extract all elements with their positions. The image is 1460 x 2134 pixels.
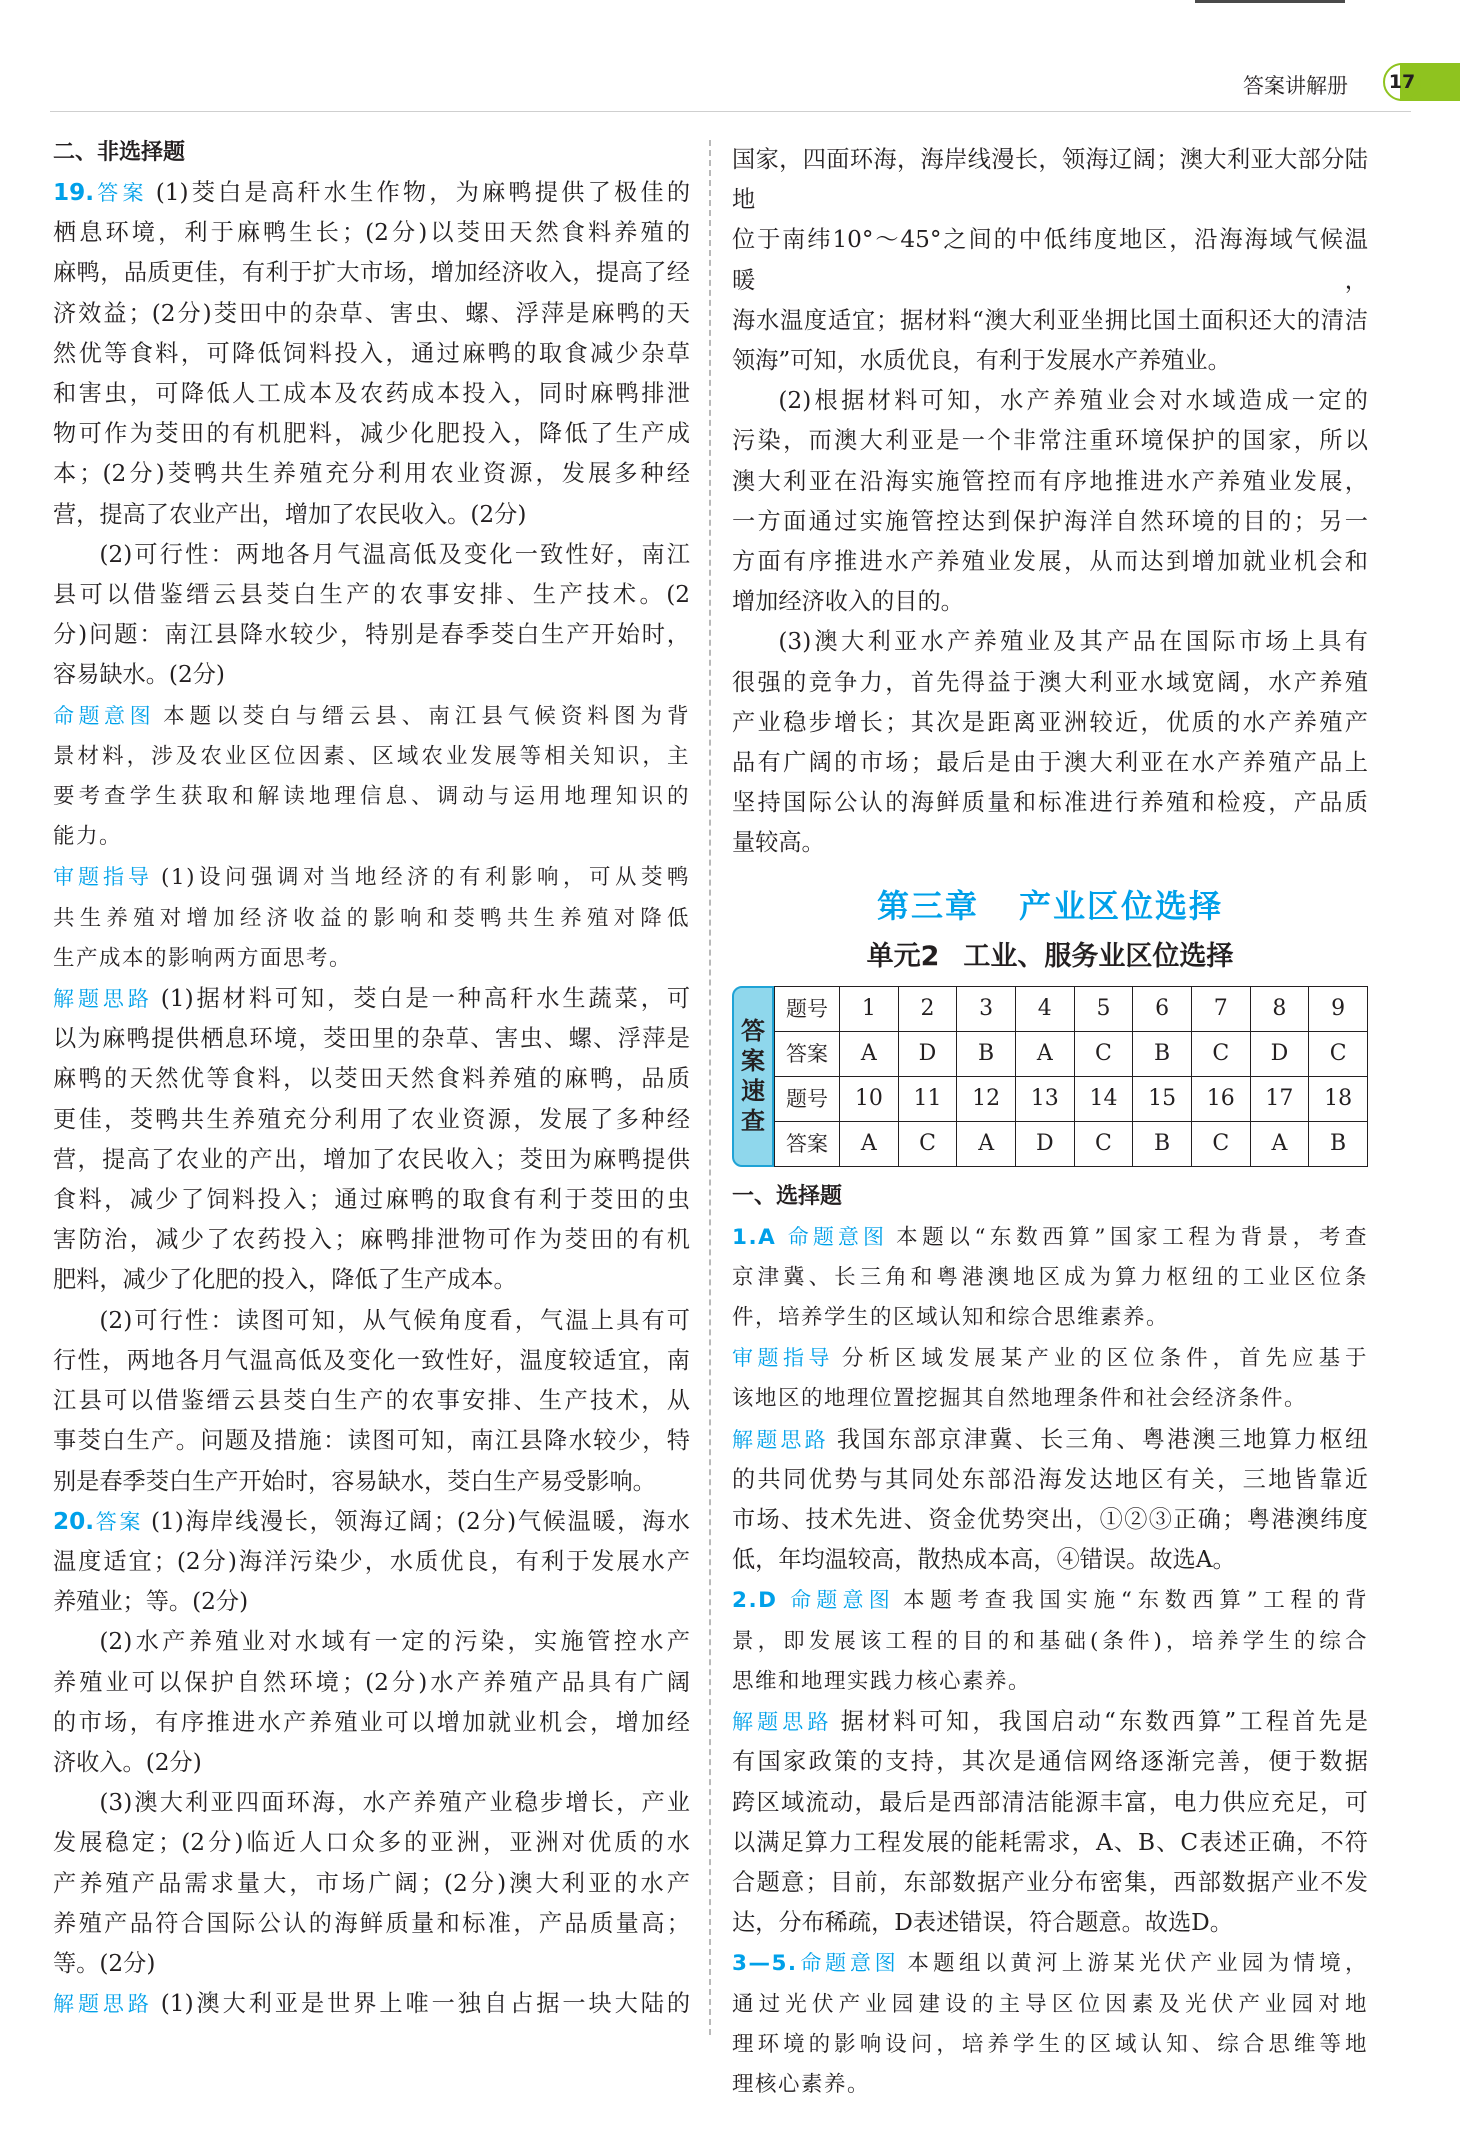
q2-idea-block: 解题思路 据材料可知，我国启动“东数西算”工程首先是 有国家政策的支持，其次是通信网络逐渐完善，便于数据 跨区域流动，最后是西部清洁能源丰富，电力供应充足，可 以满足算力工程发展的能耗需求，A、B、C表述正确，不符 合题意；目前，东部数据产业分布密集，西部数据产业不发 达，分布稀疏，D表述错误，符合题意。故选D。 [732, 1702, 1368, 1943]
text-line: 别是春季茭白生产开始时，容易缺水，茭白生产易受影响。 [53, 1467, 656, 1495]
text-line: 有国家政策的支持，其次是通信网络逐渐完善，便于数据 [732, 1748, 1368, 1776]
q2-intent-block: 2.D 命题意图 本题考查我国实施“东数西算”工程的背 景，即发展该工程的目的和基础(条件)，培养学生的综合 思维和地理实践力核心素养。 [732, 1580, 1368, 1702]
q1-number: 1.A [732, 1224, 777, 1250]
text-line: 国家，四面环海，海岸线漫长，领海辽阔；澳大利亚大部分陆地 [732, 146, 1368, 214]
idea-tag: 解题思路 [53, 987, 153, 1012]
text-line: 栖息环境，利于麻鸭生长；(2分)以茭田天然食料养殖的 [53, 219, 690, 247]
q19-guide-block: 审题指导 (1)设问强调对当地经济的有利影响，可从茭鸭 共生养殖对增加经济收益的影响和茭鸭共生养殖对降低 生产成本的影响两方面思考。 [53, 857, 690, 979]
text-line: 等。(2分) [53, 1949, 156, 1977]
text-line: 麻鸭，品质更佳，有利于扩大市场，增加经济收入，提高了经 [53, 259, 690, 287]
text-line: 害防治，减少了农药投入；麻鸭排泄物可作为茭田的有机 [53, 1226, 690, 1254]
unit-heading: 单元2 工业、服务业区位选择 [866, 940, 1234, 972]
table-row: 题号 10 11 12 13 14 15 16 17 18 [775, 1076, 1368, 1121]
text-line: 理核心素养。 [732, 2071, 871, 2097]
table-row: 题号 1 2 3 4 5 6 7 8 9 [775, 986, 1368, 1031]
text-line: (3)澳大利亚水产养殖业及其产品在国际市场上具有 [778, 628, 1368, 656]
answer-quick-check [732, 986, 1368, 1167]
text-line: 江县可以借鉴缙云县茭白生产的农事安排、生产技术，从 [53, 1387, 690, 1415]
text-line: 海水温度适宜；据材料“澳大利亚坐拥比国土面积还大的清洁 [732, 306, 1368, 334]
text-line: 养殖业；等。(2分) [53, 1588, 249, 1616]
answer-quick-check-label: 答 案 速 查 [732, 986, 774, 1167]
text-line: 济效益；(2分)茭田中的杂草、害虫、螺、浮萍是麻鸭的天 [53, 299, 690, 327]
text-line: 以为麻鸭提供栖息环境，茭田里的杂草、害虫、螺、浮萍是 [53, 1025, 690, 1053]
text-line: 共生养殖对增加经济收益的影响和茭鸭共生养殖对降低 [53, 905, 690, 931]
chapter-heading: 第三章 产业区位选择 [876, 886, 1224, 925]
text-line: (2)可行性：读图可知，从气候角度看，气温上具有可 [99, 1306, 690, 1334]
text-line: 以满足算力工程发展的能耗需求，A、B、C表述正确，不符 [732, 1828, 1368, 1856]
idea-tag: 解题思路 [732, 1710, 833, 1735]
text-line: 肥料，减少了化肥的投入，降低了生产成本。 [53, 1266, 517, 1294]
text-line: 食料，减少了饲料投入；通过麻鸭的取食有利于茭田的虫 [53, 1186, 690, 1214]
text-line: 位于南纬10°～45°之间的中低纬度地区，沿海海域气候温暖， [732, 226, 1368, 294]
text-line: 县可以借鉴缙云县茭白生产的农事安排、生产技术。(2 [53, 581, 690, 609]
text-line: 和害虫，可降低人工成本及农药成本投入，同时麻鸭排泄 [53, 380, 690, 408]
text-line: 容易缺水。(2分) [53, 661, 225, 689]
text-line: 思维和地理实践力核心素养。 [732, 1668, 1032, 1694]
text-line: 澳大利亚在沿海实施管控而有序地推进水产养殖业发展， [732, 467, 1368, 495]
text-line: 物可作为茭田的有机肥料，减少化肥投入，降低了生产成 [53, 420, 690, 448]
text-line: 品有广阔的市场；最后是由于澳大利亚在水产养殖产品上 [732, 749, 1368, 777]
text-line: 养殖业可以保护自然环境；(2分)水产养殖产品具有广阔 [53, 1668, 690, 1696]
text-line: 济收入。(2分) [53, 1748, 202, 1776]
q3-5-number: 3—5. [732, 1951, 798, 1977]
q19-answer-block [53, 173, 690, 696]
text-line: 低，年均温较高，散热成本高，④错误。故选A。 [732, 1546, 1236, 1574]
q1-idea-block: 解题思路 我国东部京津冀、长三角、粤港澳三地算力枢纽 的共同优势与其同处东部沿海发达地区有关，三地皆靠近 市场、技术先进、资金优势突出，①②③正确；粤港澳纬度 低，年均温较高，散热成本高，④错误。故选A。 [732, 1420, 1368, 1581]
q19-number: 19. [53, 179, 95, 206]
text-line: 达，分布稀疏，D表述错误，符合题意。故选D。 [732, 1909, 1233, 1937]
q2-number: 2.D [732, 1588, 778, 1614]
text-line: 营，提高了农业产出，增加了农民收入。(2分) [53, 500, 527, 528]
text-line: 景，即发展该工程的目的和基础(条件)，培养学生的综合 [732, 1628, 1368, 1654]
guide-tag: 审题指导 [732, 1346, 834, 1371]
q19-idea-block: 解题思路 (1)据材料可知，茭白是一种高秆水生蔬菜，可 以为麻鸭提供栖息环境，茭田里的杂草、害虫、螺、浮萍是 麻鸭的天然优等食料，以茭田天然食料养殖的麻鸭，品质 更佳，茭鸭共生养殖充分利用了农业资源，发展了多种经 营，提高了农业的产出，增加了农民收入；茭田为麻鸭提供 食料，减少了饲料投入；通过麻鸭的取食有利于茭田的虫 害防治，减少了农药投入；麻鸭排泄物可作为茭田的有机 肥料，减少了化肥的投入，降低了生产成本。 (2)可行性：读图可知，从气候角度看，气温上具有可 行性，两地各月气温高低及变化一致性好，温度较适宜，南 江县可以借鉴缙云县茭白生产的农事安排、生产技术，从 事茭白生产。问题及措施：读图可知，南江县降水较少，特 别是春季茭白生产开始时，容易缺水，茭白生产易受影响。 [53, 979, 690, 1502]
text-line: 领海”可知，水质优良，有利于发展水产养殖业。 [732, 347, 1231, 375]
guide-tag: 审题指导 [53, 865, 154, 890]
section-title-choice: 一、选择题 [732, 1183, 843, 1209]
text-line: (2)水产养殖业对水域有一定的污染，实施管控水产 [99, 1628, 690, 1656]
text-line: 景材料，涉及农业区位因素、区域农业发展等相关知识，主 [53, 743, 690, 769]
section-title-nonchoice: 二、非选择题 [53, 140, 186, 165]
text-line: 分)问题：南江县降水较少，特别是春季茭白生产开始时， [53, 621, 690, 649]
header-title: 答案讲解册 [1243, 74, 1348, 98]
column-divider [709, 140, 711, 2035]
text-line: 合题意；目前，东部数据产业分布密集，西部数据产业不发 [732, 1868, 1368, 1896]
text-line: 要考查学生获取和解读地理信息、调动与运用地理知识的 [53, 784, 690, 810]
text-line: 的市场，有序推进水产养殖业可以增加就业机会，增加经 [53, 1708, 690, 1736]
right-column [732, 140, 1368, 2105]
q3-5-intent-block: 3—5.命题意图 本题组以黄河上游某光伏产业园为情境， 通过光伏产业园建设的主导区位因素及光伏产业园对地 理环境的影响设问，培养学生的区域认知、综合思维等地 理核心素养。 [732, 1943, 1368, 2105]
idea-tag: 解题思路 [53, 1992, 153, 2017]
answer-table [774, 986, 1368, 1167]
text-line: 麻鸭的天然优等食料，以茭田天然食料养殖的麻鸭，品质 [53, 1065, 690, 1093]
text-line: 行性，两地各月气温高低及变化一致性好，温度较适宜，南 [53, 1346, 690, 1374]
text-line: 跨区域流动，最后是西部清洁能源丰富，电力供应充足，可 [732, 1788, 1368, 1816]
text-line: 生产成本的影响两方面思考。 [53, 945, 353, 971]
text-line: 污染，而澳大利亚是一个非常注重环境保护的国家，所以 [732, 427, 1368, 455]
text-line: 理环境的影响设问，培养学生的区域认知、综合思维等地 [732, 2031, 1368, 2057]
intent-tag: 命题意图 [790, 1588, 896, 1613]
q20-number: 20. [53, 1507, 95, 1535]
text-line: (2)可行性：两地各月气温高低及变化一致性好，南江 [99, 540, 690, 568]
text-line: 养殖产品符合国际公认的海鲜质量和标准，产品质量高； [53, 1909, 690, 1937]
text-line: (3)澳大利亚四面环海，水产养殖产业稳步增长，产业 [99, 1789, 690, 1817]
q19-answer-line: 19.答案 (1)茭白是高秆水生作物，为麻鸭提供了极佳的 [53, 179, 691, 206]
intent-tag: 命题意图 [797, 1951, 900, 1976]
intent-tag: 命题意图 [53, 703, 156, 728]
text-line: 坚持国际公认的海鲜质量和标准进行养殖和检疫，产品质 [732, 789, 1368, 817]
page-number: 17 [1383, 63, 1421, 101]
answer-tag: 答案 [94, 181, 148, 205]
text-line: 发展稳定；(2分)临近人口众多的亚洲，亚洲对优质的水 [53, 1829, 690, 1857]
intent-tag: 命题意图 [787, 1224, 889, 1249]
text-line: 通过光伏产业园建设的主导区位因素及光伏产业园对地 [732, 1991, 1368, 2017]
text-line: 一方面通过实施管控达到保护海洋自然环境的目的；另一 [732, 507, 1368, 535]
text-line: 增加经济收入的目的。 [732, 588, 964, 616]
text-line: 件，培养学生的区域认知和综合思维素养。 [732, 1305, 1170, 1331]
text-line: 更佳，茭鸭共生养殖充分利用了农业资源，发展了多种经 [53, 1105, 690, 1133]
text-line: 该地区的地理位置挖掘其自然地理条件和社会经济条件。 [732, 1386, 1308, 1412]
header-rule [50, 111, 1411, 112]
text-line: 市场、技术先进、资金优势突出，①②③正确；粤港澳纬度 [732, 1506, 1368, 1534]
q20-answer-block: 20.答案 (1)海岸线漫长，领海辽阔；(2分)气候温暖，海水 温度适宜；(2分)海洋污染少，水质优良，有利于发展水产 养殖业；等。(2分) (2)水产养殖业对水域有一定的污染，实施管控水产 养殖业可以保护自然环境；(2分)水产养殖产品具有广阔 的市场，有序推进水产养殖业可以增加就业机会，增加经 济收入。(2分) (3)澳大利亚四面环海，水产养殖产业稳步增长，产业 发展稳定；(2分)临近人口众多的亚洲，亚洲对优质的水 产养殖产品需求量大，市场广阔；(2分)澳大利亚的水产 养殖产品符合国际公认的海鲜质量和标准，产品质量高； 等。(2分) 解题思路 (1)澳大利亚是世界上唯一独自占据一块大陆的 [53, 1507, 691, 2018]
text-line: 产业稳步增长；其次是距离亚洲较近，优质的水产养殖产 [732, 708, 1368, 736]
text-line: (2)根据材料可知，水产养殖业会对水域造成一定的 [778, 387, 1368, 415]
text-line: 的共同优势与其同处东部沿海发达地区有关，三地皆靠近 [732, 1465, 1368, 1493]
text-line: 事茭白生产。问题及措施：读图可知，南江县降水较少，特 [53, 1427, 690, 1455]
text-line: 量较高。 [732, 829, 825, 857]
left-column [53, 133, 690, 2024]
q19-intent-block: 命题意图 本题以茭白与缙云县、南江县气候资料图为背 景材料，涉及农业区位因素、区域农业发展等相关知识，主 要考查学生获取和解读地理信息、调动与运用地理知识的 能力。 [53, 696, 690, 858]
table-row: 答案 A C A D C B C A B [775, 1121, 1368, 1166]
idea-tag: 解题思路 [732, 1427, 829, 1452]
top-edge-bar [1195, 0, 1345, 3]
text-line: 能力。 [53, 824, 123, 850]
answer-tag: 答案 [94, 1509, 143, 1534]
text-line: 很强的竞争力，首先得益于澳大利亚水域宽阔，水产养殖 [732, 668, 1368, 696]
text-line: 京津冀、长三角和粤港澳地区成为算力枢纽的工业区位条 [732, 1264, 1368, 1290]
text-line: 然优等食料，可降低饲料投入，通过麻鸭的取食减少杂草 [53, 339, 690, 367]
text-line: 方面有序推进水产养殖业发展，从而达到增加就业机会和 [732, 548, 1368, 576]
text-line: 产养殖产品需求量大，市场广阔；(2分)澳大利亚的水产 [53, 1869, 690, 1897]
text-line: 营，提高了农业的产出，增加了农民收入；茭田为麻鸭提供 [53, 1145, 690, 1173]
table-row: 答案 A D B A C B C D C [775, 1031, 1368, 1076]
text-line: 温度适宜；(2分)海洋污染少，水质优良，有利于发展水产 [53, 1547, 690, 1575]
text-line: 本；(2分)茭鸭共生养殖充分利用农业资源，发展多种经 [53, 460, 690, 488]
q1-block: 1.A 命题意图 本题以“东数西算”国家工程为背景，考查 京津冀、长三角和粤港澳地区成为算力枢纽的工业区位条 件，培养学生的区域认知和综合思维素养。 审题指导 分析区域发展某产业的区位条件，首先应基于 该地区的地理位置挖掘其自然地理条件和社会经济条件。 [732, 1217, 1368, 1420]
